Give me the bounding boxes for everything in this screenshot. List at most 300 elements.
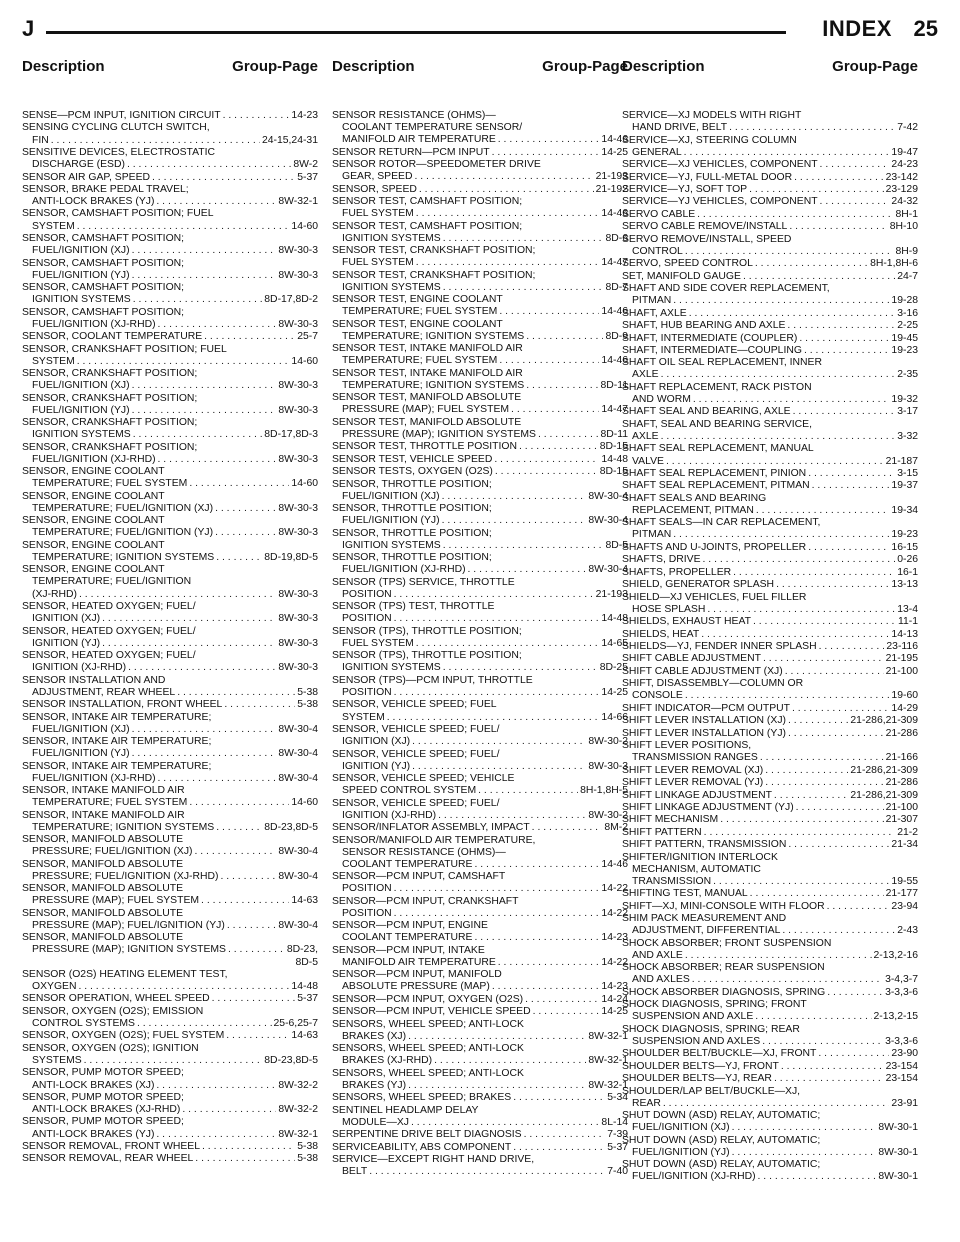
entry-page: 8H-1,8H-6 [870, 258, 918, 270]
entry-page: 8W-30-4 [278, 846, 318, 858]
entry-text: SYSTEM [32, 355, 75, 367]
dot-leader [799, 333, 889, 345]
dot-leader [156, 1080, 276, 1092]
entry-text: SENSOR, ENGINE COOLANT [22, 490, 165, 502]
entry-line [622, 567, 918, 579]
entry-text: SENSOR—PCM INPUT, MANIFOLD [332, 969, 502, 981]
entry-page: 14-25 [601, 146, 628, 158]
index-entry [622, 653, 918, 665]
entry-text: SENSOR REMOVAL, REAR WHEEL [22, 1153, 194, 1165]
entry-text: SHIFT INDICATOR—PCM OUTPUT [622, 702, 790, 714]
entry-text: FUEL/IGNITION (YJ) [32, 748, 130, 760]
dot-leader [195, 1153, 295, 1165]
dot-leader [525, 994, 599, 1006]
entry-text: SHUT DOWN (ASD) RELAY, AUTOMATIC; [622, 1134, 821, 1146]
entry-page: 21-286,21-309 [850, 789, 918, 801]
entry-page: 24-15,24-31 [261, 134, 318, 146]
dot-leader [819, 641, 885, 653]
dot-leader [498, 134, 600, 146]
entry-page: 19-45 [891, 332, 918, 344]
index-entry [622, 888, 918, 900]
entry-text: SENSOR, THROTTLE POSITION; [332, 478, 492, 490]
entry-page: 8D-23,8D-5 [264, 821, 318, 833]
index-entry [622, 938, 918, 962]
entry-text: SENSOR—PCM INPUT, CRANKSHAFT [332, 895, 519, 907]
entry-line [622, 728, 918, 740]
entry-text: FUEL/IGNITION (YJ) [342, 515, 440, 527]
dot-leader [499, 306, 599, 318]
index-entry [332, 441, 628, 453]
dot-leader [673, 295, 889, 307]
entry-text: REAR [632, 1097, 661, 1109]
entry-text: SENSOR, PUMP MOTOR SPEED; [22, 1116, 184, 1128]
entry-text: SENSOR, COOLANT TEMPERATURE [22, 331, 203, 343]
entry-page: 8W-2 [293, 159, 318, 171]
entry-page: 8W-30-4 [278, 748, 318, 760]
entry-text: SENSOR, INTAKE AIR TEMPERATURE; [22, 711, 212, 723]
entry-page: 21-286 [885, 777, 918, 789]
entry-page: 14-60 [291, 478, 318, 490]
entry-line [22, 920, 318, 932]
dot-leader [204, 331, 295, 343]
entry-line [622, 888, 918, 900]
entry-text: SENSOR, OXYGEN (O2S); IGNITION [22, 1042, 199, 1054]
index-entry [622, 221, 918, 233]
entry-text: SENSOR, ENGINE COOLANT [22, 564, 165, 576]
entry-text: SHOCK ABSORBER DIAGNOSIS, SPRING [622, 986, 826, 998]
index-entry [622, 135, 918, 159]
dot-leader [137, 1018, 272, 1030]
entry-line [332, 1006, 628, 1018]
entry-page: 14-23 [601, 981, 628, 993]
entry-page: 5-38 [297, 699, 318, 711]
entry-line [332, 687, 628, 699]
entry-text: BRAKES (XJ) [342, 1030, 407, 1042]
entry-line [332, 331, 628, 343]
entry-page: 14-22 [601, 907, 628, 919]
entry-text: SHAFT AND SIDE COVER REPLACEMENT, [622, 283, 830, 295]
entry-page: 14-46 [601, 858, 628, 870]
entry-page: 21-177 [885, 888, 918, 900]
entry-line [22, 895, 318, 907]
index-entry [622, 616, 918, 628]
entry-line [332, 859, 628, 871]
entry-text: SHIFT MECHANISM [622, 814, 719, 826]
entry-text: TEMPERATURE; FUEL SYSTEM [32, 478, 188, 490]
entry-line [622, 925, 918, 937]
entry-line [622, 1036, 918, 1048]
entry-text: TEMPERATURE; IGNITION SYSTEMS [342, 379, 525, 391]
entry-text: CONSOLE [632, 690, 683, 702]
entry-text: SENSOR, SPEED [332, 183, 417, 195]
entry-text: SENSOR, THROTTLE POSITION; [332, 552, 492, 564]
index-entry [22, 675, 318, 699]
index-entry [22, 417, 318, 441]
entry-text: POSITION [342, 883, 392, 895]
entry-line [622, 333, 918, 345]
dot-leader [794, 172, 884, 184]
entry-line [622, 1073, 918, 1085]
entry-text: SENSOR TEST, THROTTLE POSITION [332, 441, 517, 453]
entry-page: 8D-11 [600, 379, 628, 391]
entry-page: 21-192 [595, 183, 628, 195]
index-entry [622, 209, 918, 221]
entry-page: 2-43 [897, 925, 918, 937]
entry-text: IGNITION SYSTEMS [32, 294, 131, 306]
entry-line [622, 790, 918, 802]
entry-text: POSITION [342, 687, 392, 698]
entry-text: SENSOR, CAMSHAFT POSITION; [22, 233, 185, 244]
entry-text: SHIM PACK MEASUREMENT AND [622, 913, 787, 925]
entry-line [622, 529, 918, 541]
entry-line [332, 441, 628, 453]
index-entry [622, 308, 918, 320]
entry-page: 21-100 [885, 665, 918, 677]
index-entry [22, 699, 318, 711]
index-entry [22, 110, 318, 122]
entry-line [332, 1129, 628, 1141]
index-entry [622, 901, 918, 913]
entry-page: 8W-30-3 [278, 318, 318, 330]
entry-text: BELT [342, 1166, 368, 1178]
entry-page: 13-13 [891, 579, 918, 591]
entry-line [332, 233, 628, 245]
entry-text: SERPENTINE DRIVE BELT DIAGNOSIS [332, 1129, 522, 1141]
index-entry [332, 1105, 628, 1129]
entry-page: 0-26 [897, 554, 918, 566]
entry-text: SUSPENSION AND AXLE [632, 1011, 754, 1023]
entry-text: CONTROL [632, 245, 683, 257]
entry-page: 8W-30-3 [278, 588, 318, 600]
entry-text: TEMPERATURE; IGNITION SYSTEMS [342, 330, 525, 342]
index-entry [22, 331, 318, 343]
entry-text: SENSOR, ENGINE COOLANT [22, 466, 165, 478]
dot-leader [729, 122, 895, 134]
column-header-3 [622, 58, 918, 80]
dot-leader [369, 1166, 605, 1178]
entry-text: IGNITION (XJ) [342, 736, 411, 748]
column-header-group-page: Group-Page [542, 58, 628, 75]
entry-page: 23-90 [891, 1048, 918, 1060]
entry-page: 14-48 [291, 981, 318, 993]
index-entry [22, 785, 318, 809]
index-entry [332, 110, 628, 146]
dot-leader [212, 993, 296, 1005]
entry-text: ADJUSTMENT, REAR WHEEL [32, 686, 176, 698]
entry-page: 8W-32-2 [278, 1104, 318, 1116]
index-entry [622, 629, 918, 641]
dot-leader [827, 901, 890, 913]
entry-text: SENSOR (TPS), THROTTLE POSITION; [332, 650, 522, 662]
entry-text: TEMPERATURE; FUEL SYSTEM [342, 306, 498, 318]
entry-text: SENSOR, ENGINE COOLANT [22, 515, 165, 527]
entry-page: 5-37 [607, 1141, 628, 1153]
page-title: INDEX [822, 16, 892, 41]
entry-page: 19-23 [891, 529, 918, 541]
entry-page: 14-46 [601, 208, 628, 220]
index-entry [332, 294, 628, 318]
index-entry [622, 382, 918, 406]
entry-text: SHAFT SEAL AND BEARING, AXLE [622, 406, 791, 418]
entry-line [332, 761, 628, 773]
entry-page: 14-60 [291, 797, 318, 809]
section-letter: J [22, 16, 35, 41]
index-entry [622, 406, 918, 418]
dot-leader [732, 1147, 877, 1159]
entry-text: TEMPERATURE; FUEL SYSTEM [342, 355, 498, 367]
entry-page: 8W-30-4 [278, 870, 318, 882]
entry-line [22, 196, 318, 208]
dot-leader [156, 1129, 276, 1141]
column-header-2 [332, 58, 628, 80]
entry-line [332, 515, 628, 527]
dot-leader [443, 282, 604, 294]
index-entry [332, 479, 628, 503]
entry-text: SERVICE—YJ VEHICLES, COMPONENT [622, 196, 818, 208]
entry-text: IGNITION SYSTEMS [342, 539, 441, 551]
entry-text: SENSOR, CAMSHAFT POSITION; [22, 306, 185, 318]
dot-leader [753, 616, 896, 628]
dot-leader [755, 258, 868, 270]
index-entry [332, 319, 628, 343]
entry-page: 14-60 [291, 220, 318, 232]
dot-leader [215, 503, 276, 515]
entry-text: FUEL/IGNITION (YJ) [32, 404, 130, 416]
entry-line [22, 429, 318, 441]
entry-text: SHIFT LINKAGE ADJUSTMENT [622, 789, 772, 801]
index-entry [622, 579, 918, 591]
index-entry [622, 271, 918, 283]
entry-page: 8W-32-1 [588, 1055, 628, 1067]
index-entry [332, 798, 628, 822]
entry-text: SHAFT SEAL REPLACEMENT, PINION [622, 467, 807, 479]
entry-line [22, 1055, 318, 1067]
dot-leader [808, 468, 895, 480]
index-entry [332, 626, 628, 650]
entry-text: SENSORS, WHEEL SPEED; BRAKES [332, 1092, 512, 1104]
entry-text: COOLANT TEMPERATURE [342, 932, 473, 944]
entry-text: PITMAN [632, 529, 672, 541]
index-entry [622, 443, 918, 467]
entry-line [622, 1147, 918, 1159]
dot-leader [394, 908, 600, 920]
dot-leader [132, 380, 277, 392]
entry-page: 24-7 [897, 270, 918, 282]
index-entry [622, 567, 918, 579]
index-entry [622, 159, 918, 171]
index-entry [622, 1024, 918, 1048]
entry-line [22, 270, 318, 282]
entry-line [622, 172, 918, 184]
entry-page: 8W-30-2 [588, 809, 628, 821]
dot-leader [704, 827, 896, 839]
dot-leader [394, 589, 594, 601]
entry-page: 8D-25 [599, 662, 628, 674]
entry-line [22, 552, 318, 564]
entry-line [622, 604, 918, 616]
entry-text: SHUT DOWN (ASD) RELAY, AUTOMATIC; [622, 1110, 821, 1122]
entry-text: IGNITION SYSTEMS [342, 662, 441, 674]
entry-line [22, 110, 318, 122]
entry-page: 5-38 [297, 1153, 318, 1165]
index-entry [22, 932, 318, 968]
entry-text: GENERAL [632, 146, 682, 158]
entry-line [332, 662, 628, 674]
entry-text: FUEL SYSTEM [342, 637, 414, 649]
index-entry [22, 1006, 318, 1030]
dot-leader [77, 356, 290, 368]
entry-text: SENSOR, OXYGEN (O2S); FUEL SYSTEM [22, 1030, 225, 1042]
entry-text: VALVE [632, 455, 664, 467]
entry-text: SHIELDS, EXHAUST HEAT [622, 616, 751, 628]
entry-line [622, 308, 918, 320]
entry-page: 23-116 [886, 641, 918, 653]
dot-leader [216, 822, 262, 834]
entry-text: SENSOR, PUMP MOTOR SPEED; [22, 1067, 184, 1079]
column-headers [22, 58, 938, 80]
entry-page: 8W-32-1 [588, 1079, 628, 1091]
entry-line [22, 331, 318, 343]
entry-text: AND WORM [632, 394, 691, 405]
entry-line [622, 320, 918, 332]
entry-text: SHIFT LEVER INSTALLATION (YJ) [622, 727, 786, 739]
dot-leader [526, 380, 598, 392]
entry-line [332, 810, 628, 822]
index-entry [622, 283, 918, 307]
entry-text: FUEL SYSTEM [342, 208, 414, 220]
entry-page: 19-34 [891, 504, 918, 516]
dot-leader [152, 172, 295, 184]
dot-leader [411, 1117, 599, 1129]
dot-leader [707, 604, 895, 616]
entry-page: 8W-30-3 [278, 269, 318, 281]
dot-leader [774, 790, 848, 802]
entry-line [22, 613, 318, 625]
dot-leader [474, 932, 599, 944]
entry-text: SENSOR, INTAKE AIR TEMPERATURE; [22, 736, 212, 748]
entry-line [22, 871, 318, 883]
entry-text: MANIFOLD AIR TEMPERATURE [342, 134, 496, 146]
entry-text: SHIFTER/IGNITION INTERLOCK [622, 851, 778, 863]
dot-leader [408, 1031, 586, 1043]
entry-line [622, 271, 918, 283]
entry-line [22, 1141, 318, 1153]
dot-leader [524, 1129, 606, 1141]
dot-leader [158, 454, 277, 466]
entry-text: SHAFT SEALS—IN CAR REPLACEMENT, [622, 517, 821, 529]
entry-text: AND AXLE [632, 949, 683, 961]
entry-text: PRESSURE (MAP); FUEL/IGNITION (YJ) [32, 919, 225, 931]
entry-page: 5-37 [297, 171, 318, 183]
entry-page: 2-13,2-15 [873, 1011, 918, 1023]
entry-text: SUSPENSION AND AXLES [632, 1035, 761, 1047]
entry-text: SENSOR (O2S) HEATING ELEMENT TEST, [22, 968, 228, 980]
entry-line [622, 752, 918, 764]
entry-text: FUEL/IGNITION (XJ) [32, 380, 130, 392]
entry-line [622, 456, 918, 468]
entry-line [332, 1166, 628, 1178]
entry-line [622, 554, 918, 566]
entry-page: 14-60 [291, 355, 318, 367]
index-entry [622, 196, 918, 208]
entry-line [22, 1104, 318, 1116]
entry-text: GEAR, SPEED [342, 171, 413, 183]
dot-leader [685, 246, 894, 258]
entry-text: SPEED CONTROL SYSTEM [342, 785, 477, 797]
dot-leader [442, 515, 587, 527]
entry-line [332, 355, 628, 367]
dot-leader [533, 1006, 600, 1018]
entry-page: 8W-30-4 [588, 515, 628, 527]
entry-page: 14-24 [601, 993, 628, 1005]
entry-text: SHAFTS, PROPELLER [622, 566, 732, 578]
index-entry [622, 728, 918, 740]
entry-line [22, 589, 318, 601]
entry-page: 19-47 [891, 146, 918, 158]
entry-text: IGNITION (XJ) [32, 613, 101, 625]
entry-text: SYSTEMS [32, 1054, 82, 1066]
dot-leader [755, 1011, 871, 1023]
dot-leader [78, 981, 289, 993]
dot-leader [102, 638, 276, 650]
entry-page: 8W-32-1 [588, 1030, 628, 1042]
entry-line [22, 1018, 318, 1030]
entry-page: 8W-30-1 [878, 1122, 918, 1134]
entry-text: SHIFT LINKAGE ADJUSTMENT (YJ) [622, 802, 794, 814]
entry-line [332, 1092, 628, 1104]
entry-line [22, 638, 318, 650]
entry-line [22, 294, 318, 306]
entry-line [622, 950, 918, 962]
index-entry [332, 1019, 628, 1043]
dot-leader [685, 690, 890, 702]
entry-page: 14-63 [291, 895, 318, 907]
dot-leader [776, 579, 889, 591]
index-entry [622, 258, 918, 270]
dot-leader [808, 542, 889, 554]
entry-text: HOSE SPLASH [632, 603, 706, 615]
entry-text: SENSOR, CAMSHAFT POSITION; [22, 257, 185, 269]
entry-text: SHAFT SEAL REPLACEMENT, MANUAL [622, 443, 814, 455]
entry-page: 8W-30-3 [278, 453, 318, 465]
dot-leader [223, 110, 290, 122]
index-entry [622, 592, 918, 616]
entry-text: SYSTEM [32, 220, 75, 232]
entry-text: TEMPERATURE; IGNITION SYSTEMS [32, 821, 215, 833]
dot-leader [128, 662, 276, 674]
dot-leader [220, 871, 276, 883]
entry-line [622, 827, 918, 839]
index-entry [332, 368, 628, 392]
entry-text: FUEL/IGNITION (XJ) [32, 245, 130, 257]
column-header-description: Description [22, 58, 105, 75]
entry-line [622, 122, 918, 134]
entry-page: 5-38 [297, 686, 318, 698]
entry-text: TRANSMISSION [632, 875, 712, 887]
dot-leader [492, 147, 600, 159]
entry-line [622, 480, 918, 492]
entry-line [22, 172, 318, 184]
entry-text: SENSOR INSTALLATION, FRONT WHEEL [22, 699, 223, 711]
index-entry [22, 1153, 318, 1165]
entry-page: 23-129 [885, 183, 918, 195]
entry-text: ANTI-LOCK BRAKES (XJ-RHD) [32, 1104, 181, 1116]
entry-text: SERVICE—EXCEPT RIGHT HAND DRIVE, [332, 1154, 535, 1166]
entry-line [622, 1171, 918, 1183]
entry-line [332, 1055, 628, 1067]
entry-text: SHAFTS, DRIVE [622, 554, 701, 566]
entry-page: 8W-30-3 [278, 245, 318, 257]
